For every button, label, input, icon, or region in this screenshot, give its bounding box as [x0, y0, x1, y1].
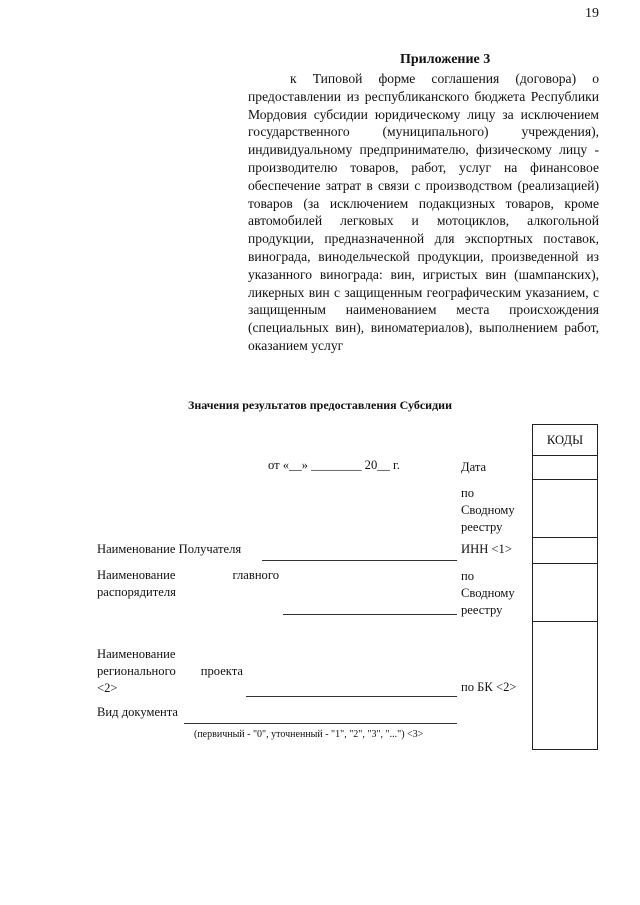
date-label: Дата: [461, 460, 487, 474]
codes-cell-bk[interactable]: [533, 621, 597, 622]
manager-label-line2: распорядителя: [97, 585, 176, 599]
registry-label-1-line3: реестру: [461, 520, 503, 534]
codes-column: [532, 424, 598, 750]
registry-label-1: [461, 485, 515, 536]
date-line: от «__» ________ 20__ г.: [268, 458, 400, 472]
inn-label: ИНН <1>: [461, 542, 512, 556]
registry-label-1-line1: по: [461, 486, 475, 500]
table-title: Значения результатов предоставления Субсидии: [188, 398, 452, 412]
recipient-field-line[interactable]: [262, 560, 457, 561]
registry-label-1-line2: Сводному: [461, 503, 515, 517]
manager-label: [97, 567, 279, 601]
bk-label: по БК <2>: [461, 680, 517, 694]
project-label-word3: проекта: [200, 664, 243, 678]
appendix-text: к Типовой форме соглашения (договора) о предоставлении из республиканского бюджета Республики Мордовия субсидии юридическому лицу за исключением государственного (муниципального) учреждения), индивидуальному предпринимателю, физическому лицу - производителю товаров, работ, услуг на финансовое обеспечение затрат в связи с производством (реализацией) товаров (за исключением подакцизных товаров, кроме автомобилей легковых и мотоциклов, алкогольной продукции, предназначенной для экспортных поставок, винограда, винодельческой продукции, произведенной из указанного винограда: вин, игристых вин (шампанских), ликерных вин с защищенным географическим указанием, с защищенным наименованием места происхождения (специальных вин), виноматериалов), выполнением работ, оказанием услуг: [248, 71, 599, 353]
doc-type-label: Вид документа: [97, 705, 179, 719]
appendix-title: Приложение 3: [400, 52, 491, 67]
codes-header: КОДЫ: [546, 433, 584, 447]
manager-field-line[interactable]: [283, 614, 457, 615]
registry-label-2: [461, 568, 515, 619]
project-field-line[interactable]: [246, 696, 457, 697]
registry-label-2-line3: реестру: [461, 603, 503, 617]
manager-label-word1: Наименование: [97, 568, 176, 582]
registry-label-2-line1: по: [461, 569, 475, 583]
codes-cell-registry2[interactable]: [533, 563, 597, 564]
doc-type-field-line[interactable]: [184, 723, 457, 724]
page-number: 19: [585, 6, 599, 21]
project-label: [97, 646, 243, 697]
codes-cell-registry1[interactable]: [533, 479, 597, 480]
doc-type-note: (первичный - "0", уточненный - "1", "2", "3", "...") <3>: [194, 729, 424, 740]
project-label-word2: регионального: [97, 664, 176, 678]
project-label-line1: Наименование: [97, 647, 176, 661]
registry-label-2-line2: Сводному: [461, 586, 515, 600]
codes-cell-date[interactable]: [533, 455, 597, 456]
project-label-line3: <2>: [97, 681, 118, 695]
recipient-label: Наименование Получателя: [97, 542, 242, 556]
manager-label-word2: главного: [232, 568, 279, 582]
codes-cell-inn[interactable]: [533, 537, 597, 538]
